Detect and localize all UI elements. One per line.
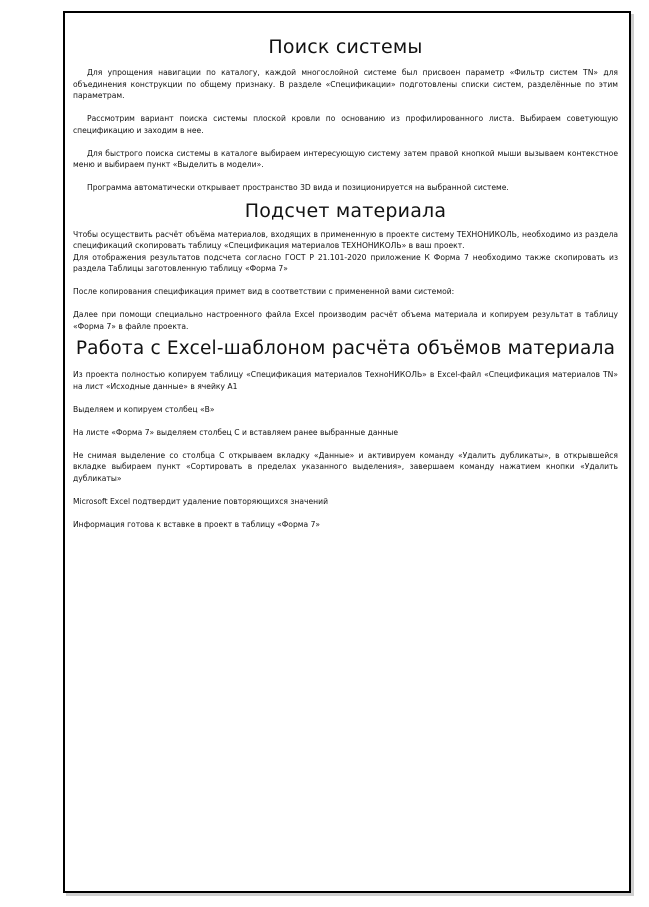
section-title-material-calculation: Подсчет материала bbox=[244, 199, 447, 222]
paragraph: После копирования спецификация примет вид в соответствии с примененной вами системой: bbox=[73, 287, 455, 296]
paragraph: Рассмотрим вариант поиска системы плоской кровли по основанию из профилированного листа. Выбираем советующую спецификацию и заходим в нее. bbox=[73, 114, 618, 135]
paragraph: Из проекта полностью копируем таблицу «Спецификация материалов ТехноНИКОЛЬ» в Excel-файл «Спецификация материалов TN» на лист «Исходные данные» в ячейку А1 bbox=[73, 370, 618, 391]
paragraph: Далее при помощи специально настроенного файла Excel производим расчёт объема материала и копируем результат в таблицу «Форма 7» в файле проекта. bbox=[73, 310, 618, 331]
paragraph: На листе «Форма 7» выделяем столбец С и вставляем ранее выбранные данные bbox=[73, 427, 399, 437]
paragraph: Для отображения результатов подсчета согласно ГОСТ Р 21.101-2020 приложение К Форма 7 необходимо также скопировать из раздела Таблицы заготовленную таблицу «Форма 7» bbox=[73, 252, 618, 273]
paragraph: Выделяем и копируем столбец «В» bbox=[73, 404, 215, 414]
page-shadow-bottom bbox=[66, 893, 634, 896]
paragraph: Для упрощения навигации по каталогу, каждой многослойной системе был присвоен параметр «Фильтр систем TN» для объединения конструкции по общему признаку. В разделе «Спецификации» подготовлены списки систем, разделённые по этим параметрам. bbox=[73, 68, 618, 100]
paragraph: Программа автоматически открывает пространство 3D вида и позиционируется на выбранной системе. bbox=[87, 183, 509, 192]
section-title-excel-template: Работа с Excel-шаблоном расчёта объёмов материала bbox=[75, 338, 616, 359]
page-shadow-right bbox=[631, 14, 634, 896]
paragraph: Для быстрого поиска системы в каталоге выбираем интересующую систему затем правой кнопкой мыши вызываем контекстное меню и выбираем пункт «Выделить в модели». bbox=[73, 148, 618, 169]
section-title-system-search: Поиск системы bbox=[268, 36, 423, 58]
paragraph: Информация готова к вставке в проект в таблицу «Форма 7» bbox=[73, 519, 321, 529]
page-content bbox=[73, 35, 618, 530]
paragraph: Microsoft Excel подтвердит удаление повторяющихся значений bbox=[73, 496, 329, 506]
paragraph: Не снимая выделение со столбца С открываем вкладку «Данные» и активируем команду «Удалить дубликаты», в открывшейся вкладке выбираем пункт «Сортировать в пределах указанного выделения», завершаем команду нажатием кнопки «Удалить дубликаты» bbox=[73, 450, 618, 483]
paragraph: Чтобы осуществить расчёт объёма материалов, входящих в примененную в проекте систему ТЕХНОНИКОЛЬ, необходимо из раздела спецификаций скопировать таблицу «Спецификация материалов ТЕХНОНИКОЛЬ» в ваш проект. bbox=[73, 229, 618, 250]
